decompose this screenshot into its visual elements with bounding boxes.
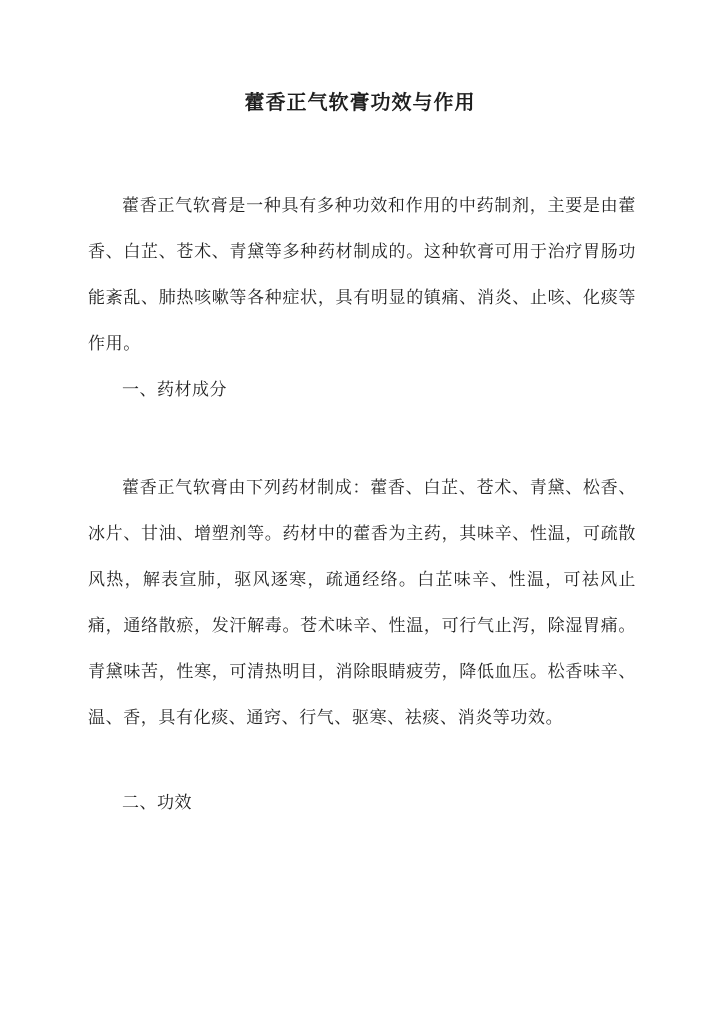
ingredients-paragraph: 藿香正气软膏由下列药材制成：藿香、白芷、苍术、青黛、松香、冰片、甘油、增塑剂等。药材中的藿香为主药，其味辛、性温，可疏散风热，解表宣肺，驱风逐寒，疏通经络。白芷味辛、性温，可祛风止痛，通络散瘀，发汗解毒。苍术味辛、性温，可行气止泻，除湿胃痛。青黛味苦，性寒，可清热明目，消除眼睛疲劳，降低血压。松香味辛、温、香，具有化痰、通窍、行气、驱寒、祛痰、消炎等功效。 <box>88 478 636 728</box>
intro-paragraph: 藿香正气软膏是一种具有多种功效和作用的中药制剂，主要是由藿香、白芷、苍术、青黛等多种药材制成的。这种软膏可用于治疗胃肠功能紊乱、肺热咳嗽等各种症状，具有明显的镇痛、消炎、止咳、化痰等作用。 <box>88 196 636 354</box>
section-heading-effects: 二、功效 <box>122 793 192 813</box>
section-heading-ingredients: 一、药材成分 <box>122 380 227 400</box>
document-title: 藿香正气软膏功效与作用 <box>244 90 476 114</box>
